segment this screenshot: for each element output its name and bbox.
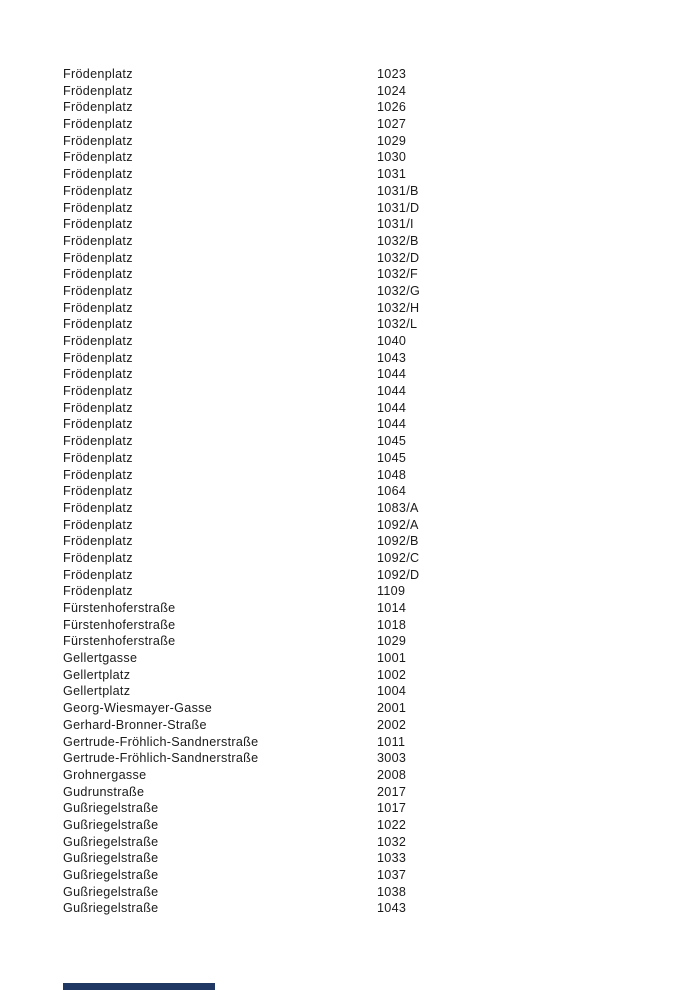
street-code: 1044 bbox=[377, 367, 407, 382]
street-name: Frödenplatz bbox=[63, 300, 133, 315]
street-name: Gußriegelstraße bbox=[63, 801, 159, 816]
street-code: 1023 bbox=[377, 67, 407, 81]
street-name: Frödenplatz bbox=[63, 467, 133, 482]
street-code: 1031/D bbox=[377, 200, 420, 215]
street-name: Frödenplatz bbox=[63, 584, 133, 599]
street-name: Gellertgasse bbox=[63, 651, 138, 666]
street-name: Fürstenhoferstraße bbox=[63, 617, 176, 632]
street-code: 1048 bbox=[377, 467, 407, 482]
footer-accent-bar bbox=[63, 983, 215, 990]
street-code: 1032/L bbox=[377, 317, 418, 332]
street-name: Gußriegelstraße bbox=[63, 901, 159, 916]
list-item bbox=[63, 300, 643, 317]
list-item bbox=[63, 850, 643, 867]
street-code: 1044 bbox=[377, 400, 407, 415]
list-item bbox=[63, 200, 643, 217]
list-item bbox=[63, 567, 643, 584]
street-code: 1092/A bbox=[377, 517, 419, 532]
list-item bbox=[63, 400, 643, 417]
street-name: Frödenplatz bbox=[63, 417, 133, 432]
list-item bbox=[63, 416, 643, 433]
street-code: 1001 bbox=[377, 651, 407, 666]
street-code: 1045 bbox=[377, 450, 407, 465]
list-item bbox=[63, 66, 643, 83]
list-item bbox=[63, 266, 643, 283]
street-name: Frödenplatz bbox=[63, 67, 133, 81]
street-name: Grohnergasse bbox=[63, 767, 147, 782]
street-name: Frödenplatz bbox=[63, 500, 133, 515]
street-code: 1038 bbox=[377, 884, 407, 899]
list-item bbox=[63, 767, 643, 784]
street-name: Frödenplatz bbox=[63, 150, 133, 165]
list-item bbox=[63, 884, 643, 901]
list-item bbox=[63, 617, 643, 634]
street-code: 1017 bbox=[377, 801, 407, 816]
street-code: 1044 bbox=[377, 384, 407, 399]
street-name: Frödenplatz bbox=[63, 450, 133, 465]
street-code: 1064 bbox=[377, 484, 407, 499]
list-item bbox=[63, 650, 643, 667]
street-code: 1022 bbox=[377, 817, 407, 832]
street-name: Frödenplatz bbox=[63, 100, 133, 115]
street-code: 1109 bbox=[377, 584, 406, 599]
street-code: 1083/A bbox=[377, 500, 419, 515]
list-item bbox=[63, 133, 643, 150]
street-code: 1044 bbox=[377, 417, 407, 432]
list-item bbox=[63, 283, 643, 300]
list-item bbox=[63, 867, 643, 884]
street-name: Gerhard-Bronner-Straße bbox=[63, 717, 207, 732]
list-item bbox=[63, 717, 643, 734]
list-item bbox=[63, 99, 643, 116]
street-name: Frödenplatz bbox=[63, 250, 133, 265]
street-code: 1031/B bbox=[377, 183, 419, 198]
street-name: Gertrude-Fröhlich-Sandnerstraße bbox=[63, 734, 259, 749]
street-name: Gellertplatz bbox=[63, 684, 131, 699]
street-name: Frödenplatz bbox=[63, 267, 133, 282]
street-code: 1032/H bbox=[377, 300, 420, 315]
street-code: 1092/B bbox=[377, 534, 419, 549]
street-name: Frödenplatz bbox=[63, 550, 133, 565]
list-item bbox=[63, 116, 643, 133]
street-name: Frödenplatz bbox=[63, 317, 133, 332]
street-code: 1029 bbox=[377, 133, 407, 148]
street-code: 1027 bbox=[377, 117, 407, 132]
street-name: Frödenplatz bbox=[63, 384, 133, 399]
street-name: Gußriegelstraße bbox=[63, 817, 159, 832]
street-code: 1024 bbox=[377, 83, 407, 98]
street-name: Frödenplatz bbox=[63, 167, 133, 182]
street-name: Frödenplatz bbox=[63, 517, 133, 532]
street-name: Gußriegelstraße bbox=[63, 851, 159, 866]
list-item bbox=[63, 183, 643, 200]
list-item bbox=[63, 83, 643, 100]
street-name: Frödenplatz bbox=[63, 183, 133, 198]
street-code: 2017 bbox=[377, 784, 407, 799]
street-code: 1029 bbox=[377, 634, 407, 649]
street-name: Frödenplatz bbox=[63, 350, 133, 365]
street-code: 1030 bbox=[377, 150, 407, 165]
list-item bbox=[63, 166, 643, 183]
list-item bbox=[63, 483, 643, 500]
street-code: 1045 bbox=[377, 434, 407, 449]
list-item bbox=[63, 350, 643, 367]
list-item bbox=[63, 700, 643, 717]
street-code: 2002 bbox=[377, 717, 407, 732]
street-name: Frödenplatz bbox=[63, 217, 133, 232]
street-name: Fürstenhoferstraße bbox=[63, 634, 176, 649]
street-name: Gußriegelstraße bbox=[63, 868, 159, 882]
street-name: Frödenplatz bbox=[63, 233, 133, 248]
street-name: Gußriegelstraße bbox=[63, 884, 159, 899]
list-item bbox=[63, 583, 643, 600]
street-code: 2001 bbox=[377, 701, 407, 716]
street-name: Frödenplatz bbox=[63, 334, 133, 348]
list-item bbox=[63, 233, 643, 250]
list-item bbox=[63, 316, 643, 333]
street-code: 1031/I bbox=[377, 217, 414, 232]
street-name: Frödenplatz bbox=[63, 133, 133, 148]
list-item bbox=[63, 433, 643, 450]
list-item bbox=[63, 900, 643, 917]
list-item bbox=[63, 333, 643, 350]
street-code: 1043 bbox=[377, 350, 407, 365]
street-code: 1004 bbox=[377, 684, 407, 699]
street-code: 1032/G bbox=[377, 283, 421, 298]
street-code: 1026 bbox=[377, 100, 407, 115]
list-item bbox=[63, 683, 643, 700]
street-code: 1032/D bbox=[377, 250, 420, 265]
list-item bbox=[63, 533, 643, 550]
street-name: Gellertplatz bbox=[63, 667, 131, 682]
street-code: 3003 bbox=[377, 751, 407, 766]
street-name: Frödenplatz bbox=[63, 83, 133, 98]
street-name: Frödenplatz bbox=[63, 283, 133, 298]
list-item bbox=[63, 784, 643, 801]
street-name: Frödenplatz bbox=[63, 567, 133, 582]
street-name: Gudrunstraße bbox=[63, 784, 145, 799]
street-code: 1037 bbox=[377, 868, 407, 882]
street-name: Fürstenhoferstraße bbox=[63, 601, 176, 615]
street-name: Georg-Wiesmayer-Gasse bbox=[63, 701, 213, 716]
street-code: 1014 bbox=[377, 601, 407, 615]
street-code: 1011 bbox=[377, 734, 406, 749]
street-name: Frödenplatz bbox=[63, 117, 133, 132]
list-item bbox=[63, 834, 643, 851]
street-name: Frödenplatz bbox=[63, 400, 133, 415]
list-item bbox=[63, 250, 643, 267]
street-code: 1092/D bbox=[377, 567, 420, 582]
street-name: Gertrude-Fröhlich-Sandnerstraße bbox=[63, 751, 259, 766]
street-name: Frödenplatz bbox=[63, 200, 133, 215]
list-item bbox=[63, 750, 643, 767]
list-item bbox=[63, 633, 643, 650]
street-name: Frödenplatz bbox=[63, 434, 133, 449]
list-item bbox=[63, 517, 643, 534]
street-code: 2008 bbox=[377, 767, 407, 782]
street-code: 1092/C bbox=[377, 550, 420, 565]
list-item bbox=[63, 800, 643, 817]
list-item bbox=[63, 600, 643, 617]
list-item bbox=[63, 450, 643, 467]
list-item bbox=[63, 817, 643, 834]
street-code: 1002 bbox=[377, 667, 407, 682]
street-code: 1018 bbox=[377, 617, 407, 632]
street-name: Frödenplatz bbox=[63, 484, 133, 499]
street-name: Frödenplatz bbox=[63, 534, 133, 549]
list-item bbox=[63, 667, 643, 684]
list-item bbox=[63, 500, 643, 517]
list-item bbox=[63, 734, 643, 751]
street-code: 1033 bbox=[377, 851, 407, 866]
list-item bbox=[63, 149, 643, 166]
list-item bbox=[63, 366, 643, 383]
list-item bbox=[63, 467, 643, 484]
list-item bbox=[63, 383, 643, 400]
street-code: 1040 bbox=[377, 334, 407, 348]
street-name: Gußriegelstraße bbox=[63, 834, 159, 849]
street-code: 1031 bbox=[377, 167, 407, 182]
street-code: 1032 bbox=[377, 834, 407, 849]
street-code: 1032/F bbox=[377, 267, 419, 282]
street-name: Frödenplatz bbox=[63, 367, 133, 382]
street-code: 1043 bbox=[377, 901, 407, 916]
street-code-list bbox=[63, 66, 643, 917]
list-item bbox=[63, 550, 643, 567]
list-item bbox=[63, 216, 643, 233]
street-code: 1032/B bbox=[377, 233, 419, 248]
